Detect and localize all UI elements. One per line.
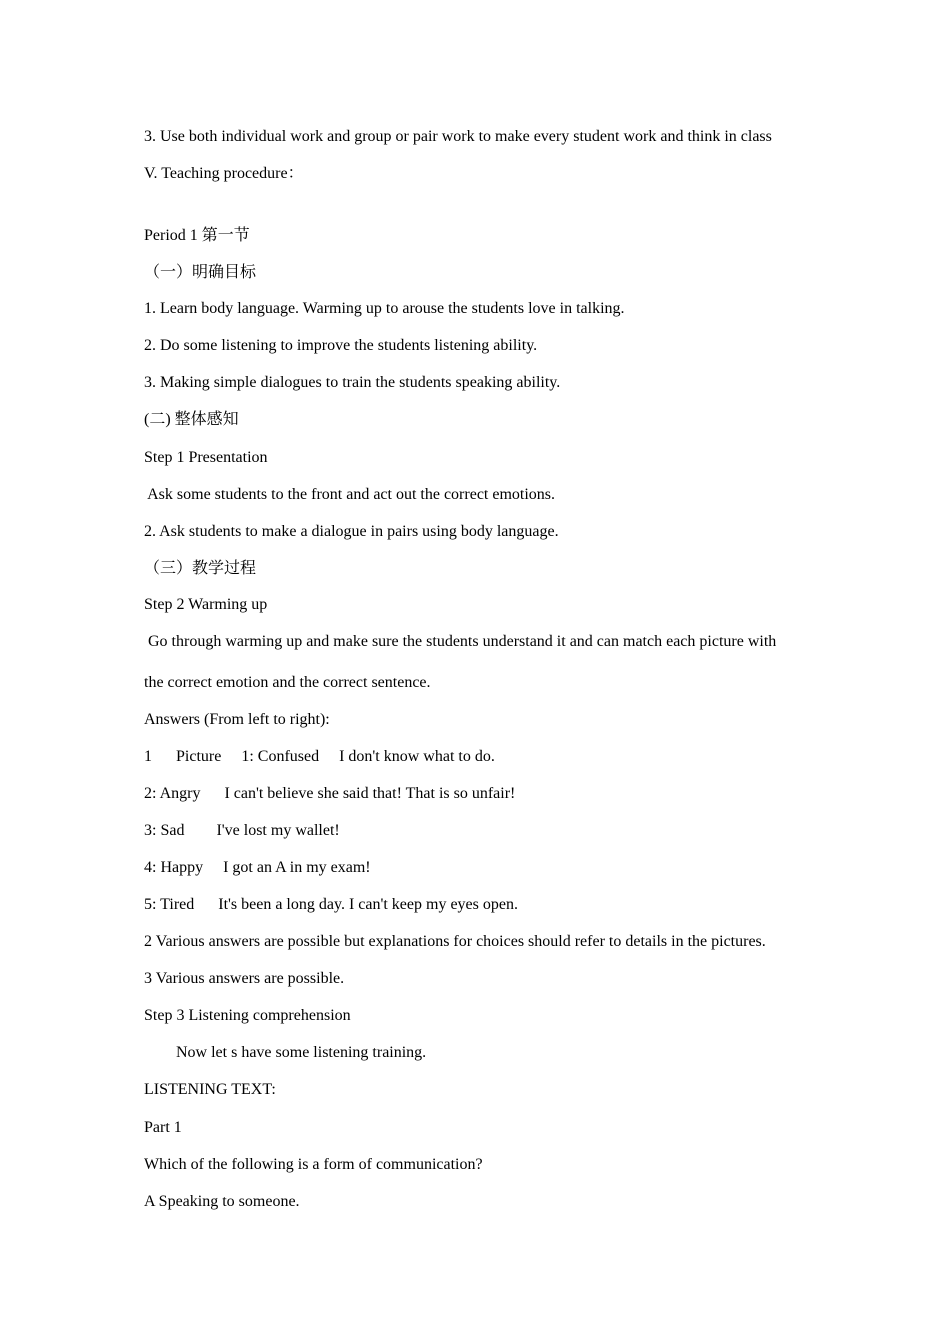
- text-line: （一）明确目标: [144, 264, 257, 281]
- text-line: the correct emotion and the correct sentence.: [144, 674, 431, 691]
- text-line: 3. Use both individual work and group or pair work to make every student work and think in class: [144, 128, 772, 145]
- text-line: V. Teaching procedure：: [144, 165, 304, 182]
- text-line: (二) 整体感知: [144, 411, 239, 428]
- text-line: Period 1 第一节: [144, 227, 250, 244]
- text-line: 2 Various answers are possible but explanations for choices should refer to details in the pictures.: [144, 933, 766, 950]
- text-line: 4: Happy I got an A in my exam!: [144, 859, 371, 876]
- text-line: Step 1 Presentation: [144, 449, 268, 466]
- text-line: 1. Learn body language. Warming up to arouse the students love in talking.: [144, 300, 625, 317]
- text-line: Now let s have some listening training.: [144, 1044, 427, 1061]
- text-line: A Speaking to someone.: [144, 1193, 300, 1210]
- text-line: 2: Angry I can't believe she said that! That is so unfair!: [144, 785, 516, 802]
- text-line: 5: Tired It's been a long day. I can't keep my eyes open.: [144, 896, 518, 913]
- text-line: （三）教学过程: [144, 560, 257, 577]
- text-line: Answers (From left to right):: [144, 711, 330, 728]
- text-line: 2. Do some listening to improve the students listening ability.: [144, 337, 538, 354]
- text-line: Go through warming up and make sure the students understand it and can match each picture with: [144, 633, 777, 650]
- text-line: 2. Ask students to make a dialogue in pairs using body language.: [144, 523, 559, 540]
- text-line: 1 Picture 1: Confused I don't know what to do.: [144, 748, 495, 765]
- text-line: 3: Sad I've lost my wallet!: [144, 822, 340, 839]
- text-line: Which of the following is a form of communication?: [144, 1156, 483, 1173]
- text-line: LISTENING TEXT:: [144, 1081, 276, 1098]
- text-line: Step 3 Listening comprehension: [144, 1007, 351, 1024]
- text-line: Ask some students to the front and act out the correct emotions.: [144, 486, 556, 503]
- text-line: Step 2 Warming up: [144, 596, 268, 613]
- text-line: 3. Making simple dialogues to train the students speaking ability.: [144, 374, 561, 391]
- text-line: Part 1: [144, 1119, 182, 1136]
- text-line: 3 Various answers are possible.: [144, 970, 345, 987]
